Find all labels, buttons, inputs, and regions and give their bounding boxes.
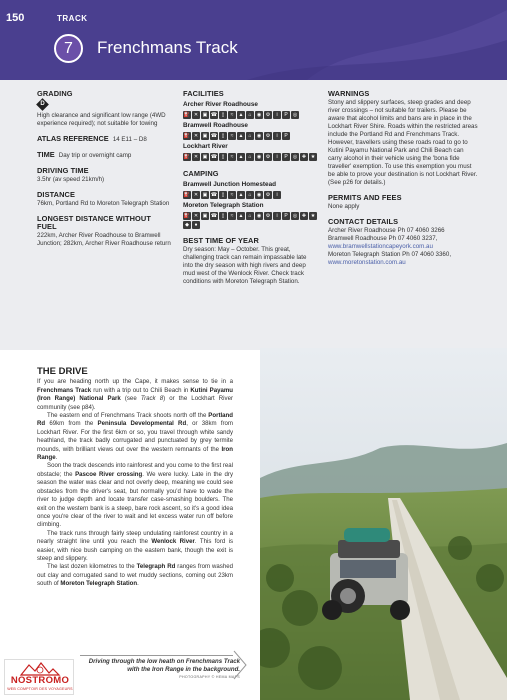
- parking-icon: ◆: [183, 221, 191, 229]
- toilet-icon: ▣: [202, 213, 208, 219]
- toilet-icon: ▯: [219, 153, 227, 161]
- best-time-heading: BEST TIME OF YEAR: [183, 236, 259, 245]
- fuel-icon: ⛽: [183, 133, 191, 139]
- grade-badge: [36, 98, 49, 111]
- shower-icon: ☎: [210, 213, 218, 219]
- track-photo: [260, 348, 507, 700]
- article-paragraph: [37, 378, 233, 412]
- place-name: Portland Rd: [37, 412, 233, 428]
- facilities-list: [183, 101, 318, 161]
- toilet-icon: ▯: [219, 132, 227, 140]
- article-text: The last dozen kilometres to the: [47, 563, 137, 571]
- article-text: 69km from the: [45, 420, 98, 428]
- caravan-icon: ✕: [193, 213, 199, 219]
- phone-icon: ☎: [210, 112, 218, 118]
- place-name: Kutini Payamu (Iron Range) National Park: [37, 386, 233, 403]
- page-number: 150: [6, 12, 25, 24]
- shower-icon: ≈: [228, 132, 236, 140]
- shower-icon: ≈: [228, 153, 236, 161]
- facility-place-name: Bramwell Roadhouse: [183, 122, 248, 129]
- police-icon: ✚: [301, 154, 307, 160]
- article-text: (see: [120, 395, 141, 403]
- bar-icon: ◉: [256, 154, 262, 160]
- phone-icon: ⚙: [265, 213, 271, 219]
- page-title: Frenchmans Track: [97, 38, 238, 57]
- shower-icon: ≈: [228, 111, 236, 119]
- accommodation-icon: ⌂: [246, 132, 254, 140]
- article-text: .: [55, 454, 58, 462]
- longest-distance-text: 222km, Archer River Roadhouse to Bramwell Junction; 282km, Archer River Roadhouse return: [37, 232, 171, 247]
- camping-icon: ▲: [238, 154, 244, 160]
- bar-icon: ◉: [256, 112, 262, 118]
- article-paragraph: [37, 563, 233, 588]
- info-column-2: [183, 90, 318, 286]
- phone-icon: ☎: [210, 133, 218, 139]
- fire-icon: ≈: [228, 212, 236, 220]
- place-name: Telegraph Rd: [136, 563, 176, 571]
- grading-heading: GRADING: [37, 89, 73, 98]
- info-icon: i: [273, 153, 281, 161]
- page-header: [0, 0, 507, 80]
- info-icon: i: [273, 111, 281, 119]
- article-paragraph: [37, 462, 233, 529]
- power-icon: ◉: [256, 213, 262, 219]
- article-paragraph: [37, 412, 233, 462]
- watermark: [4, 659, 74, 695]
- atlas-reference: [37, 135, 172, 144]
- warnings-text: Stony and slippery surfaces, steep grades and deep river crossings – not suitable for trailers. Please be aware that alcohol limits and bans are in place in the Lockhart River Shire. Roads within the restricted areas include the Portland Rd and Frenchmans Track. However, travellers using these roads road to go to Kutini Payamu National Park and Chili Beach can carry alcohol in their vehicle using the 'bona fide traveller' exemption. To use this exemption you must be able to prove your destination is not Lockhart River. (See p26 for details.): [328, 99, 478, 186]
- longest-distance-heading: LONGEST DISTANCE WITHOUT FUEL: [37, 214, 151, 231]
- article-heading: THE DRIVE: [37, 366, 88, 377]
- toilet-icon: ▯: [219, 111, 227, 119]
- phone-icon: ⚙: [265, 192, 271, 198]
- facility-place-icons: [183, 111, 318, 119]
- camping-list: [183, 181, 318, 229]
- camping-place-icons: [183, 212, 318, 229]
- time-row: [37, 151, 172, 160]
- water-icon: ▯: [219, 191, 227, 199]
- permits-heading: PERMITS AND FEES: [328, 193, 402, 202]
- tyre-icon: ◎: [292, 154, 298, 160]
- article-text: run with a trip out to Chili Beach in: [91, 386, 191, 394]
- driving-time-text: 3.5hr (av speed 21km/h): [37, 176, 105, 183]
- tyre-icon: ●: [192, 221, 200, 229]
- water-icon: ▯: [219, 212, 227, 220]
- distance-heading: DISTANCE: [37, 190, 76, 199]
- shop-icon: ▣: [202, 112, 208, 118]
- food-icon: ✕: [193, 133, 199, 139]
- shop-icon: ▣: [202, 154, 208, 160]
- header-wave-decoration: [247, 0, 507, 80]
- photo-credit: PHOTOGRAPHY © HEMA MAPS: [179, 675, 240, 679]
- article-text: . We were lucky. Late in the dry season the water was clear and not overly deep, meaning we could see obstacles from the driver's seat, but normally you'd have to wade the river to judge depth and locate transfer case-smashing boulders. The exit on the western bank is a steep, bare rock ascent, so it's a good idea once you're clear of the river to wait and let excess water run off before climbing.: [37, 470, 234, 529]
- camping-place-name: Bramwell Junction Homestead: [183, 181, 277, 188]
- accommodation-icon: ✚: [301, 213, 307, 219]
- place-name: Pascoe River crossing: [75, 470, 143, 478]
- shop-icon: ▣: [202, 133, 208, 139]
- info-icon: i: [273, 132, 281, 140]
- food-icon: P: [282, 212, 290, 220]
- place-name: Wenlock River: [151, 538, 195, 546]
- camping-icon: ▲: [238, 133, 244, 139]
- permits-text: None apply: [328, 203, 360, 210]
- fuel-icon: ⛽: [183, 112, 191, 118]
- article-text: ranges from washed out clay and corrugated sand to wet muddy sections, coming out 23km south of: [37, 563, 234, 588]
- fire-icon: ≈: [228, 191, 236, 199]
- place-name: Iron Range: [37, 445, 233, 462]
- caption-pointer-icon: [233, 650, 247, 680]
- accommodation-icon: ⌂: [246, 111, 254, 119]
- parking-icon: P: [282, 111, 290, 119]
- place-name: Frenchmans Track: [37, 386, 92, 394]
- fuel-icon: i: [273, 212, 281, 220]
- info-column-1: [37, 90, 172, 248]
- place-name: Peninsula Developmental Rd: [97, 420, 187, 428]
- grade-badge-letter: D: [40, 101, 45, 107]
- info-icon: ★: [310, 213, 316, 219]
- mechanic-icon: ⚙: [265, 133, 271, 139]
- contact-moreton: Moreton Telegraph Station Ph 07 4060 3360,: [328, 251, 452, 258]
- hospital-icon: ★: [310, 154, 316, 160]
- grading-text: High clearance and significant low range (4WD experience required); not suitable for towing: [37, 112, 166, 127]
- article-text: .: [137, 580, 139, 588]
- bbq-icon: ▲: [238, 213, 244, 219]
- article-text: The eastern end of Frenchmans Track shoots north off the: [47, 412, 209, 420]
- camping-place-icons: [183, 191, 318, 199]
- article-paragraph: [37, 530, 233, 564]
- shop-icon: ◎: [292, 213, 298, 219]
- facility-place-icons: [183, 132, 318, 140]
- mechanic-icon: ⚙: [265, 154, 271, 160]
- atlas-heading: ATLAS REFERENCE: [37, 134, 109, 143]
- article-text: Soon the track descends into rainforest and you come to the first real obstacle; the: [37, 462, 233, 478]
- watermark-name: NOSTROMO: [10, 675, 70, 686]
- accommodation-icon: ⌂: [246, 153, 254, 161]
- article-text: If you are heading north up the Cape, it makes sense to tie in a: [37, 378, 233, 386]
- toilet-icon: ▣: [202, 192, 208, 198]
- atlas-value: 14 E11 – D8: [112, 136, 147, 143]
- parking-icon: P: [282, 153, 290, 161]
- contact-bramwell: Bramwell Roadhouse Ph 07 4060 3237,: [328, 235, 438, 242]
- dog-icon: ⌂: [246, 212, 254, 220]
- contact-archer: Archer River Roadhouse Ph 07 4060 3266: [328, 227, 445, 234]
- camping-place-name: Moreton Telegraph Station: [183, 202, 264, 209]
- warnings-heading: WARNINGS: [328, 89, 370, 98]
- track-photo-illustration: [260, 348, 507, 700]
- mechanic-icon: ⚙: [265, 112, 271, 118]
- article-text: The track runs through fairly steep undulating rainforest country in a nearly straight line until you reach the: [37, 529, 233, 546]
- phone-icon: ☎: [210, 154, 218, 160]
- photo-caption: Driving through the low heath on Frenchmans Track with the Iron Range in the background.: [88, 658, 240, 673]
- section-label: TRACK: [57, 14, 88, 23]
- article-text: , or 38km from Lockhart River. For the first 6km or so, you travel through white sandy heathland, the track badly corrugated and punctuated by grey termite mounds, with brilliant views out over the western remnants of the: [37, 420, 234, 453]
- caravan-icon: ✕: [193, 192, 199, 198]
- facility-place-icons: [183, 153, 318, 161]
- camping-icon: ⛽: [183, 213, 191, 219]
- camping-icon: ▲: [238, 112, 244, 118]
- camping-heading: CAMPING: [183, 169, 219, 178]
- contacts-heading: CONTACT DETAILS: [328, 217, 399, 226]
- article: [37, 368, 233, 589]
- bar-icon: ◉: [256, 133, 262, 139]
- shower-icon: ☎: [210, 192, 218, 198]
- fuel-icon: i: [273, 191, 281, 199]
- driving-time-heading: DRIVING TIME: [37, 166, 89, 175]
- bbq-icon: ▲: [238, 192, 244, 198]
- info-panel: [0, 80, 507, 350]
- time-heading: TIME: [37, 150, 55, 159]
- article-body: [37, 378, 233, 588]
- caption-rule: [80, 655, 233, 656]
- info-column-3: [328, 90, 478, 267]
- watermark-tagline: WEB COMPTOIR DES VOYAGEURS: [7, 687, 73, 691]
- bramwell-website-link[interactable]: www.bramwellstationcapeyork.com.au: [328, 243, 433, 250]
- tyre-icon: ◎: [292, 112, 298, 118]
- dog-icon: ⌂: [246, 191, 254, 199]
- article-text: ) or the Lockhart River community (see p84).: [37, 395, 233, 411]
- article-text: . This ford is easier, with nice bush camping on the eastern bank, though the exit is steep and slippery.: [37, 538, 233, 562]
- facility-place-name: Archer River Roadhouse: [183, 101, 258, 108]
- time-value: Day trip or overnight camp: [58, 152, 132, 159]
- track-reference: Track 8: [140, 395, 164, 403]
- track-number-badge: 7: [54, 34, 83, 63]
- place-name: Moreton Telegraph Station: [60, 580, 138, 588]
- camping-icon: ⛽: [183, 192, 191, 198]
- moreton-website-link[interactable]: www.moretonstation.com.au: [328, 259, 406, 266]
- facility-place-name: Lockhart River: [183, 143, 228, 150]
- power-icon: ◉: [256, 192, 262, 198]
- food-icon: ✕: [193, 112, 199, 118]
- fuel-icon: ⛽: [183, 154, 191, 160]
- facilities-heading: FACILITIES: [183, 89, 224, 98]
- food-icon: ✕: [193, 154, 199, 160]
- parking-icon: P: [282, 132, 290, 140]
- best-time-text: Dry season: May – October. This great, challenging track can remain impassable late into the dry season with high rivers and deep mud west of the Wenlock River. Check track conditions with Moreton Telegraph Station.: [183, 246, 307, 285]
- distance-text: 76km, Portland Rd to Moreton Telegraph Station: [37, 200, 170, 207]
